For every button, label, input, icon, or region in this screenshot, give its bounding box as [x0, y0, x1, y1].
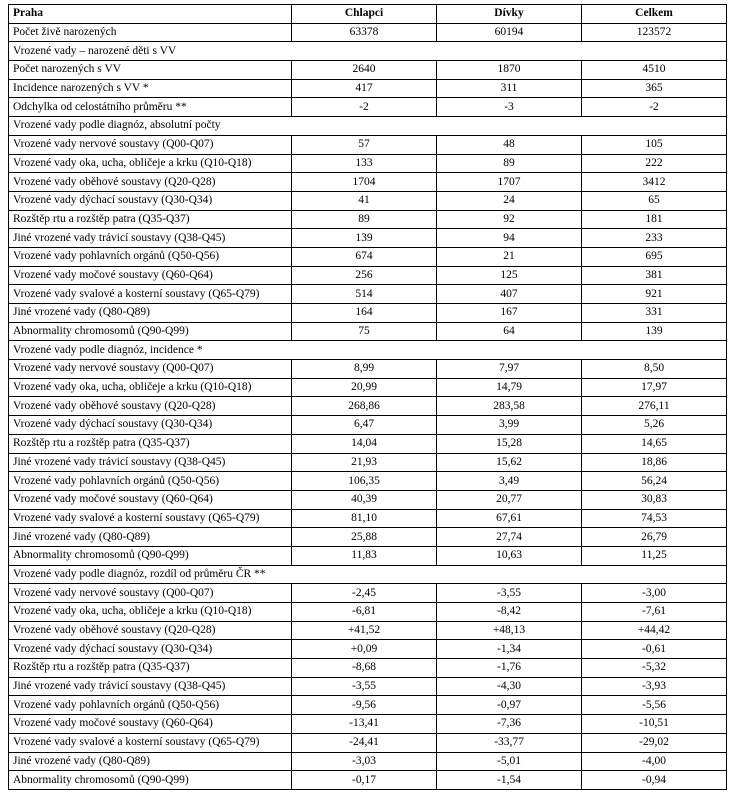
row-label: Vrozené vady pohlavních orgánů (Q50-Q56) [9, 247, 292, 266]
section-row [9, 42, 727, 61]
table-row [9, 771, 727, 790]
table-row [9, 752, 727, 771]
table-row [9, 472, 727, 491]
cell-boys: -24,41 [292, 733, 437, 752]
table-row [9, 509, 727, 528]
cell-boys: 133 [292, 154, 437, 173]
cell-total: 11,25 [582, 546, 727, 565]
cell-boys: 256 [292, 266, 437, 285]
cell-girls: -1,76 [437, 659, 582, 678]
table-row [9, 733, 727, 752]
cell-total: 365 [582, 79, 727, 98]
cell-boys: 164 [292, 304, 437, 323]
cell-girls: 1707 [437, 173, 582, 192]
cell-boys: 41 [292, 191, 437, 210]
cell-boys: 268,86 [292, 397, 437, 416]
cell-girls: +48,13 [437, 621, 582, 640]
row-label: Jiné vrozené vady trávicí soustavy (Q38-Q45) [9, 453, 292, 472]
cell-total: 65 [582, 191, 727, 210]
section-label: Vrozené vady podle diagnóz, absolutní počty [9, 117, 727, 136]
table-body [9, 23, 727, 789]
cell-total: -5,32 [582, 659, 727, 678]
row-label: Rozštěp rtu a rozštěp patra (Q35-Q37) [9, 434, 292, 453]
table-row [9, 98, 727, 117]
cell-total: 18,86 [582, 453, 727, 472]
table-row [9, 416, 727, 435]
row-label: Abnormality chromosomů (Q90-Q99) [9, 546, 292, 565]
table-row [9, 266, 727, 285]
cell-total: 105 [582, 135, 727, 154]
table-row [9, 322, 727, 341]
cell-girls: 21 [437, 247, 582, 266]
cell-total: 14,65 [582, 434, 727, 453]
row-label: Vrozené vady oka, ucha, obličeje a krku (Q10-Q18) [9, 603, 292, 622]
row-label: Jiné vrozené vady trávicí soustavy (Q38-Q45) [9, 677, 292, 696]
cell-boys: 417 [292, 79, 437, 98]
cell-girls: 7,97 [437, 360, 582, 379]
table-row [9, 191, 727, 210]
section-row [9, 117, 727, 136]
section-label: Vrozené vady – narozené děti s VV [9, 42, 727, 61]
section-row [9, 341, 727, 360]
cell-girls: 48 [437, 135, 582, 154]
table-header [9, 5, 727, 24]
cell-boys: 75 [292, 322, 437, 341]
cell-girls: -8,42 [437, 603, 582, 622]
cell-total: 233 [582, 229, 727, 248]
table-row [9, 61, 727, 80]
cell-total: 921 [582, 285, 727, 304]
cell-boys: 21,93 [292, 453, 437, 472]
cell-girls: -1,54 [437, 771, 582, 790]
cell-total: 56,24 [582, 472, 727, 491]
row-label: Abnormality chromosomů (Q90-Q99) [9, 771, 292, 790]
cell-girls: -33,77 [437, 733, 582, 752]
cell-total: 8,50 [582, 360, 727, 379]
cell-boys: -8,68 [292, 659, 437, 678]
cell-total: -0,94 [582, 771, 727, 790]
cell-girls: 407 [437, 285, 582, 304]
row-label: Vrozené vady dýchací soustavy (Q30-Q34) [9, 416, 292, 435]
table-row [9, 584, 727, 603]
cell-total: -3,00 [582, 584, 727, 603]
cell-girls: 1870 [437, 61, 582, 80]
cell-girls: -1,34 [437, 640, 582, 659]
cell-girls: 15,28 [437, 434, 582, 453]
row-label: Vrozené vady močové soustavy (Q60-Q64) [9, 490, 292, 509]
section-row [9, 565, 727, 584]
cell-boys: +0,09 [292, 640, 437, 659]
cell-girls: -3,55 [437, 584, 582, 603]
cell-girls: -0,97 [437, 696, 582, 715]
header-boys: Chlapci [292, 5, 437, 24]
table-row [9, 453, 727, 472]
row-label: Abnormality chromosomů (Q90-Q99) [9, 322, 292, 341]
cell-girls: 311 [437, 79, 582, 98]
cell-boys: 514 [292, 285, 437, 304]
cell-total: 26,79 [582, 528, 727, 547]
cell-girls: 10,63 [437, 546, 582, 565]
table-row [9, 135, 727, 154]
table-row [9, 677, 727, 696]
cell-boys: 40,39 [292, 490, 437, 509]
cell-total: 222 [582, 154, 727, 173]
cell-girls: 27,74 [437, 528, 582, 547]
row-label: Vrozené vady nervové soustavy (Q00-Q07) [9, 135, 292, 154]
cell-girls: -7,36 [437, 715, 582, 734]
table-row [9, 79, 727, 98]
row-label: Odchylka od celostátního průměru ** [9, 98, 292, 117]
cell-total: -7,61 [582, 603, 727, 622]
cell-boys: 14,04 [292, 434, 437, 453]
cell-girls: 125 [437, 266, 582, 285]
cell-boys: -9,56 [292, 696, 437, 715]
cell-total: -0,61 [582, 640, 727, 659]
row-label: Vrozené vady dýchací soustavy (Q30-Q34) [9, 640, 292, 659]
row-label: Vrozené vady oběhové soustavy (Q20-Q28) [9, 397, 292, 416]
table-row [9, 360, 727, 379]
table-row [9, 285, 727, 304]
table-row [9, 397, 727, 416]
row-label: Vrozené vady pohlavních orgánů (Q50-Q56) [9, 696, 292, 715]
cell-girls: 89 [437, 154, 582, 173]
cell-girls: 15,62 [437, 453, 582, 472]
table-row [9, 229, 727, 248]
cell-girls: 14,79 [437, 378, 582, 397]
cell-total: +44,42 [582, 621, 727, 640]
cell-girls: 3,99 [437, 416, 582, 435]
cell-girls: 283,58 [437, 397, 582, 416]
cell-total: 139 [582, 322, 727, 341]
cell-girls: 20,77 [437, 490, 582, 509]
table-row [9, 173, 727, 192]
header-girls: Dívky [437, 5, 582, 24]
cell-girls: 3,49 [437, 472, 582, 491]
row-label: Rozštěp rtu a rozštěp patra (Q35-Q37) [9, 659, 292, 678]
section-label: Vrozené vady podle diagnóz, rozdíl od průměru ČR ** [9, 565, 727, 584]
data-table [8, 4, 727, 790]
table-row [9, 23, 727, 42]
cell-total: -3,93 [582, 677, 727, 696]
table-row [9, 659, 727, 678]
table-row [9, 154, 727, 173]
row-label: Vrozené vady dýchací soustavy (Q30-Q34) [9, 191, 292, 210]
cell-girls: -4,30 [437, 677, 582, 696]
cell-total: 3412 [582, 173, 727, 192]
cell-girls: 94 [437, 229, 582, 248]
row-label: Vrozené vady močové soustavy (Q60-Q64) [9, 715, 292, 734]
cell-girls: -5,01 [437, 752, 582, 771]
table-row [9, 378, 727, 397]
cell-boys: -6,81 [292, 603, 437, 622]
cell-boys: 63378 [292, 23, 437, 42]
row-label: Jiné vrozené vady trávicí soustavy (Q38-Q45) [9, 229, 292, 248]
cell-total: -4,00 [582, 752, 727, 771]
cell-girls: 64 [437, 322, 582, 341]
table-row [9, 715, 727, 734]
cell-total: -10,51 [582, 715, 727, 734]
row-label: Vrozené vady oběhové soustavy (Q20-Q28) [9, 173, 292, 192]
table-row [9, 621, 727, 640]
row-label: Vrozené vady nervové soustavy (Q00-Q07) [9, 360, 292, 379]
cell-boys: 57 [292, 135, 437, 154]
row-label: Počet narozených s VV [9, 61, 292, 80]
cell-boys: +41,52 [292, 621, 437, 640]
cell-boys: -3,55 [292, 677, 437, 696]
cell-total: 4510 [582, 61, 727, 80]
section-label: Vrozené vady podle diagnóz, incidence * [9, 341, 727, 360]
row-label: Vrozené vady svalové a kosterní soustavy (Q65-Q79) [9, 285, 292, 304]
cell-girls: 92 [437, 210, 582, 229]
cell-total: -29,02 [582, 733, 727, 752]
cell-boys: 20,99 [292, 378, 437, 397]
cell-total: 17,97 [582, 378, 727, 397]
table-row [9, 603, 727, 622]
row-label: Vrozené vady svalové a kosterní soustavy (Q65-Q79) [9, 509, 292, 528]
cell-boys: 139 [292, 229, 437, 248]
cell-girls: -3 [437, 98, 582, 117]
cell-total: -2 [582, 98, 727, 117]
table-row [9, 247, 727, 266]
cell-boys: 106,35 [292, 472, 437, 491]
row-label: Vrozené vady močové soustavy (Q60-Q64) [9, 266, 292, 285]
cell-boys: 89 [292, 210, 437, 229]
cell-boys: -2 [292, 98, 437, 117]
cell-boys: -2,45 [292, 584, 437, 603]
header-row [9, 5, 727, 24]
cell-total: 331 [582, 304, 727, 323]
table-row [9, 640, 727, 659]
row-label: Vrozené vady oka, ucha, obličeje a krku (Q10-Q18) [9, 378, 292, 397]
row-label: Jiné vrozené vady (Q80-Q89) [9, 528, 292, 547]
cell-total: 30,83 [582, 490, 727, 509]
cell-girls: 167 [437, 304, 582, 323]
cell-boys: 1704 [292, 173, 437, 192]
cell-total: 5,26 [582, 416, 727, 435]
row-label: Vrozené vady pohlavních orgánů (Q50-Q56) [9, 472, 292, 491]
row-label: Rozštěp rtu a rozštěp patra (Q35-Q37) [9, 210, 292, 229]
cell-total: 74,53 [582, 509, 727, 528]
cell-boys: 81,10 [292, 509, 437, 528]
cell-girls: 60194 [437, 23, 582, 42]
cell-total: -5,56 [582, 696, 727, 715]
table-row [9, 210, 727, 229]
cell-boys: 6,47 [292, 416, 437, 435]
header-region: Praha [9, 5, 292, 24]
cell-total: 276,11 [582, 397, 727, 416]
table-row [9, 528, 727, 547]
cell-girls: 67,61 [437, 509, 582, 528]
cell-boys: 25,88 [292, 528, 437, 547]
table-row [9, 490, 727, 509]
cell-girls: 24 [437, 191, 582, 210]
header-total: Celkem [582, 5, 727, 24]
cell-boys: 8,99 [292, 360, 437, 379]
table-row [9, 304, 727, 323]
row-label: Vrozené vady svalové a kosterní soustavy (Q65-Q79) [9, 733, 292, 752]
cell-boys: -13,41 [292, 715, 437, 734]
cell-total: 181 [582, 210, 727, 229]
row-label: Vrozené vady nervové soustavy (Q00-Q07) [9, 584, 292, 603]
table-row [9, 434, 727, 453]
cell-total: 381 [582, 266, 727, 285]
cell-total: 695 [582, 247, 727, 266]
cell-boys: -0,17 [292, 771, 437, 790]
row-label: Počet živě narozených [9, 23, 292, 42]
row-label: Incidence narozených s VV * [9, 79, 292, 98]
cell-boys: 11,83 [292, 546, 437, 565]
row-label: Vrozené vady oběhové soustavy (Q20-Q28) [9, 621, 292, 640]
row-label: Jiné vrozené vady (Q80-Q89) [9, 304, 292, 323]
cell-total: 123572 [582, 23, 727, 42]
row-label: Jiné vrozené vady (Q80-Q89) [9, 752, 292, 771]
table-row [9, 696, 727, 715]
cell-boys: 674 [292, 247, 437, 266]
row-label: Vrozené vady oka, ucha, obličeje a krku (Q10-Q18) [9, 154, 292, 173]
table-row [9, 546, 727, 565]
cell-boys: 2640 [292, 61, 437, 80]
cell-boys: -3,03 [292, 752, 437, 771]
